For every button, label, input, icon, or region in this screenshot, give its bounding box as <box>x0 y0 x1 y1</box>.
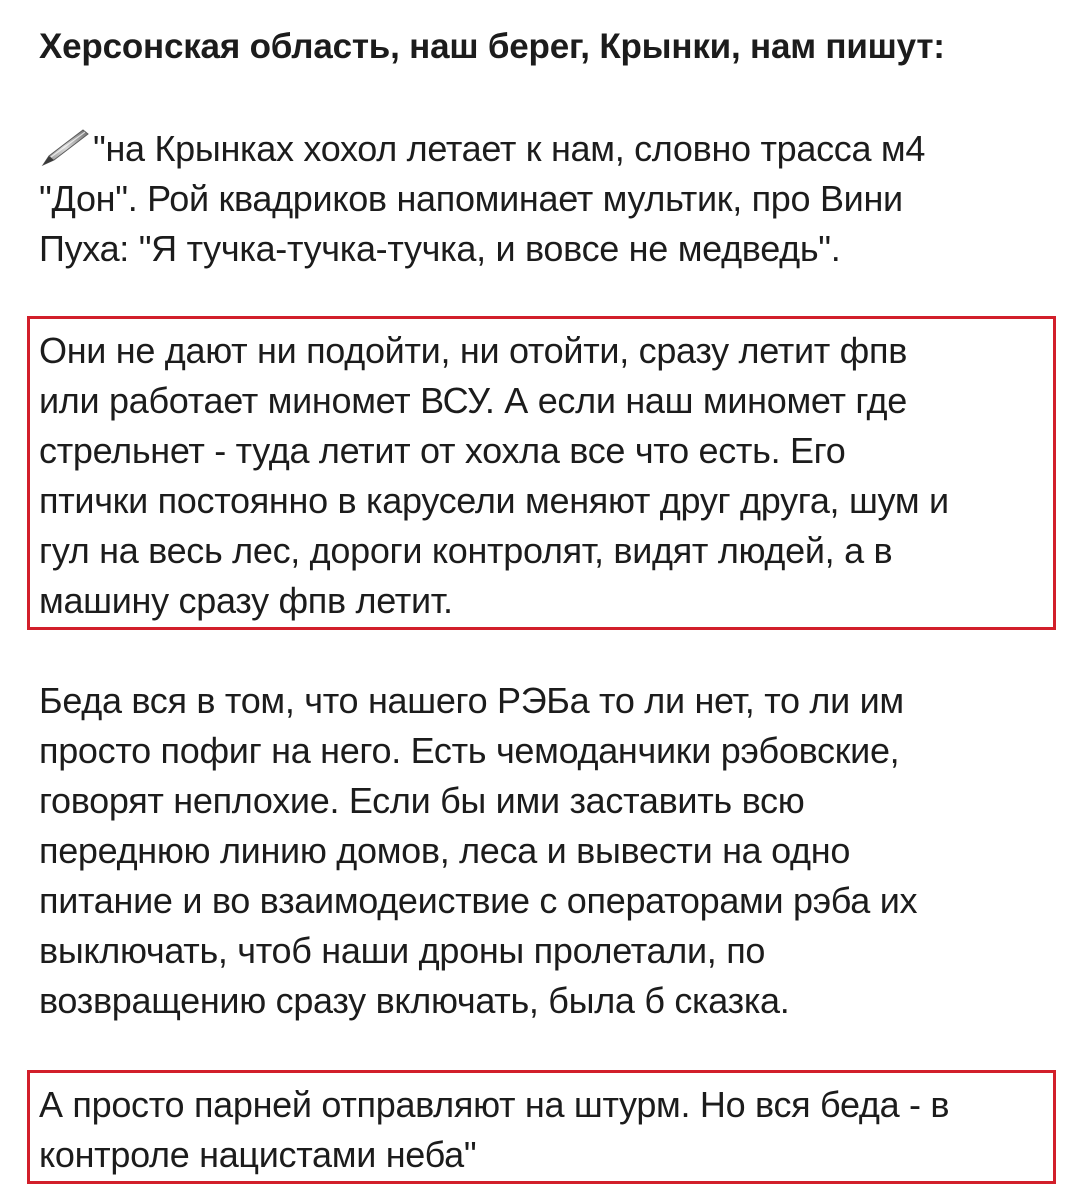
paragraph3-line: Беда вся в том, что нашего РЭБа то ли нет, то ли им <box>39 680 904 721</box>
highlight2-line: А просто парней отправляют на штурм. Но вся беда - в <box>39 1084 950 1125</box>
paragraph3-line: возвращению сразу включать, была б сказка. <box>39 980 790 1021</box>
paragraph3-line: питание и во взаимодеиствие с операторами рэба их <box>39 880 918 921</box>
paragraph3-line: переднюю линию домов, леса и вывести на одно <box>39 830 851 871</box>
quote-line-1 <box>39 124 1049 174</box>
highlight1-line: Они не дают ни подойти, ни отойти, сразу летит фпв <box>39 330 908 371</box>
pen-icon <box>39 127 91 167</box>
highlight-paragraph-1 <box>39 326 1049 626</box>
post-title: Херсонская область, наш берег, Крынки, нам пишут: <box>39 27 945 66</box>
body-paragraph-3 <box>39 676 1049 1026</box>
quote-paragraph <box>39 124 1049 274</box>
paragraph3-line: выключать, чтоб наши дроны пролетали, по <box>39 930 766 971</box>
quote-line-1-text: "на Крынках хохол летает к нам, словно трасса м4 <box>93 128 926 169</box>
quote-line-3: Пуха: "Я тучка-тучка-тучка, и вовсе не медведь". <box>39 228 841 269</box>
highlight2-line: контроле нацистами неба" <box>39 1134 477 1175</box>
highlight-paragraph-2 <box>39 1080 1049 1180</box>
highlight1-line: гул на весь лес, дороги контролят, видят людей, а в <box>39 530 893 571</box>
paragraph3-line: говорят неплохие. Если бы ими заставить всю <box>39 780 805 821</box>
highlight1-line: или работает миномет ВСУ. А если наш миномет где <box>39 380 907 421</box>
highlight1-line: стрельнет - туда летит от хохла все что есть. Его <box>39 430 846 471</box>
highlight1-line: машину сразу фпв летит. <box>39 580 453 621</box>
highlight1-line: птички постоянно в карусели меняют друг друга, шум и <box>39 480 949 521</box>
quote-line-2: "Дон". Рой квадриков напоминает мультик, про Вини <box>39 178 903 219</box>
paragraph3-line: просто пофиг на него. Есть чемоданчики рэбовские, <box>39 730 900 771</box>
